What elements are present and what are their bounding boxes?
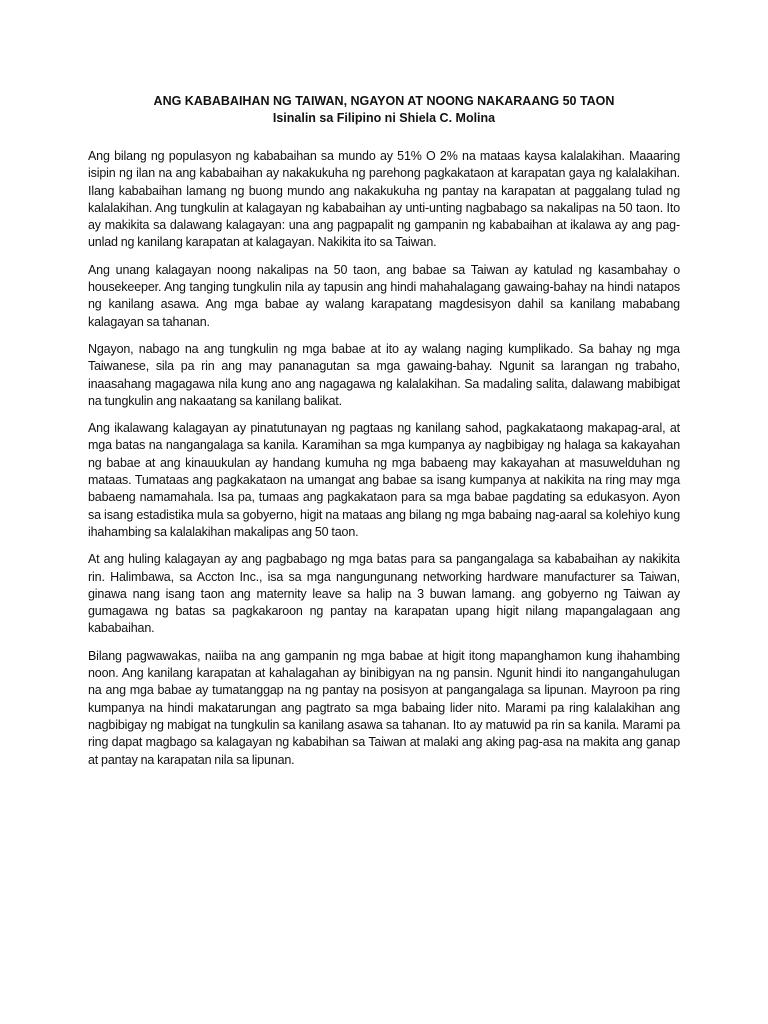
paragraph-2: Ang unang kalagayan noong nakalipas na 50 taon, ang babae sa Taiwan ay katulad ng kasambahay o housekeeper. Ang tanging tungkulin nila ay tapusin ang hindi mahahalagang gawaing-bahay na hindi natapos ng kanilang asawa. Ang mga babae ay walang karapatang magdesisyon dahil sa kanilang mababang kalagayan sa tahanan. [88, 262, 680, 329]
document-subtitle: Isinalin sa Filipino ni Shiela C. Molina [272, 111, 496, 125]
document-header [88, 93, 680, 127]
paragraph-5: At ang huling kalagayan ay ang pagbabago ng mga batas para sa pangangalaga sa kababaihan ay nakikita rin. Halimbawa, sa Accton Inc., isa sa mga nangungunang networking hardware manufacturer sa Taiwan, ginawa nang isang taon ang maternity leave sa halip na 3 buwan lamang. ang gobyerno ng Taiwan ay gumagawa ng batas sa pagkakaroon ng pantay na karapatan upang higit nilang mapangalagaan ang kababaihan. [88, 552, 680, 636]
document-body [88, 148, 680, 779]
paragraph-1: Ang bilang ng populasyon ng kababaihan sa mundo ay 51% O 2% na mataas kaysa kalalakihan. Maaaring isipin ng ilan na ang kababaihan ay nakakukuha ng parehong pagkakataon at karapatan gaya ng kalalakihan. Ilang kababaihan lamang ng buong mundo ang nakakukuha ng pantay na karapatan at paggalang tulad ng kalalakihan. Ang tungkulin at kalagayan ng kababaihan ay unti-unting nagbabago sa nakalipas na 50 taon. Ito ay makikita sa dalawang kalagayan: una ang pagpapalit ng gampanin ng kababaihan at ikalawa ay ang pag-unlad ng kanilang karapatan at kalagayan. Nakikita ito sa Taiwan. [88, 149, 680, 250]
paragraph-6: Bilang pagwawakas, naiiba na ang gampanin ng mga babae at higit itong mapanghamon kung ihahambing noon. Ang kanilang karapatan at kahalagahan ay binibigyan na ng pansin. Ngunit hindi ito nangangahulugan na ang mga babae ay tumatanggap na ng pantay na posisyon at pangangalaga sa lipunan. Mayroon pa ring kumpanya na hindi makatarungan ang pagtrato sa mga babaing lider nito. Marami pa ring kalalakihan ang nagbibigay ng mabigat na tungkulin sa kanilang asawa sa tahanan. Ito ay matuwid pa rin sa kanila. Marami pa ring dapat magbago sa kalagayan ng kababihan sa Taiwan at malaki ang aking pag-asa na makita ang ganap at pantay na karapatan nila sa lipunan. [88, 648, 680, 767]
paragraph-4: Ang ikalawang kalagayan ay pinatutunayan ng pagtaas ng kanilang sahod, pagkakataong makapag-aral, at mga batas na nangangalaga sa kanila. Karamihan sa mga kumpanya ay nagbibigay ng halaga sa kakayahan ng babae at ang kinauukulan ay handang kumuha ng mga babaeng may kakayahan at masuwelduhan ng mataas. Tumataas ang pagkakataon na umangat ang babae sa isang kumpanya at nakikita na ring may mga babaeng namamahala. Isa pa, tumaas ang pagkakataon para sa mga babae pagdating sa edukasyon. Ayon sa isang estadistika mula sa gobyerno, higit na mataas ang bilang ng mga babaing nag-aaral sa kolehiyo kung ihahambing sa kalalakihan makalipas ang 50 taon. [88, 421, 680, 539]
document-title: ANG KABABAIHAN NG TAIWAN, NGAYON AT NOONG NAKARAANG 50 TAON [153, 94, 615, 108]
paragraph-3: Ngayon, nabago na ang tungkulin ng mga babae at ito ay walang naging kumplikado. Sa bahay ng mga Taiwanese, sila pa rin ang may pananagutan sa mga gawaing-bahay. Ngunit sa larangan ng trabaho, inaasahang magagawa nila kung ano ang nagagawa ng kalalakihan. Sa madaling salita, dalawang mabibigat na tungkulin ang nakaatang sa kanilang balikat. [88, 341, 680, 408]
